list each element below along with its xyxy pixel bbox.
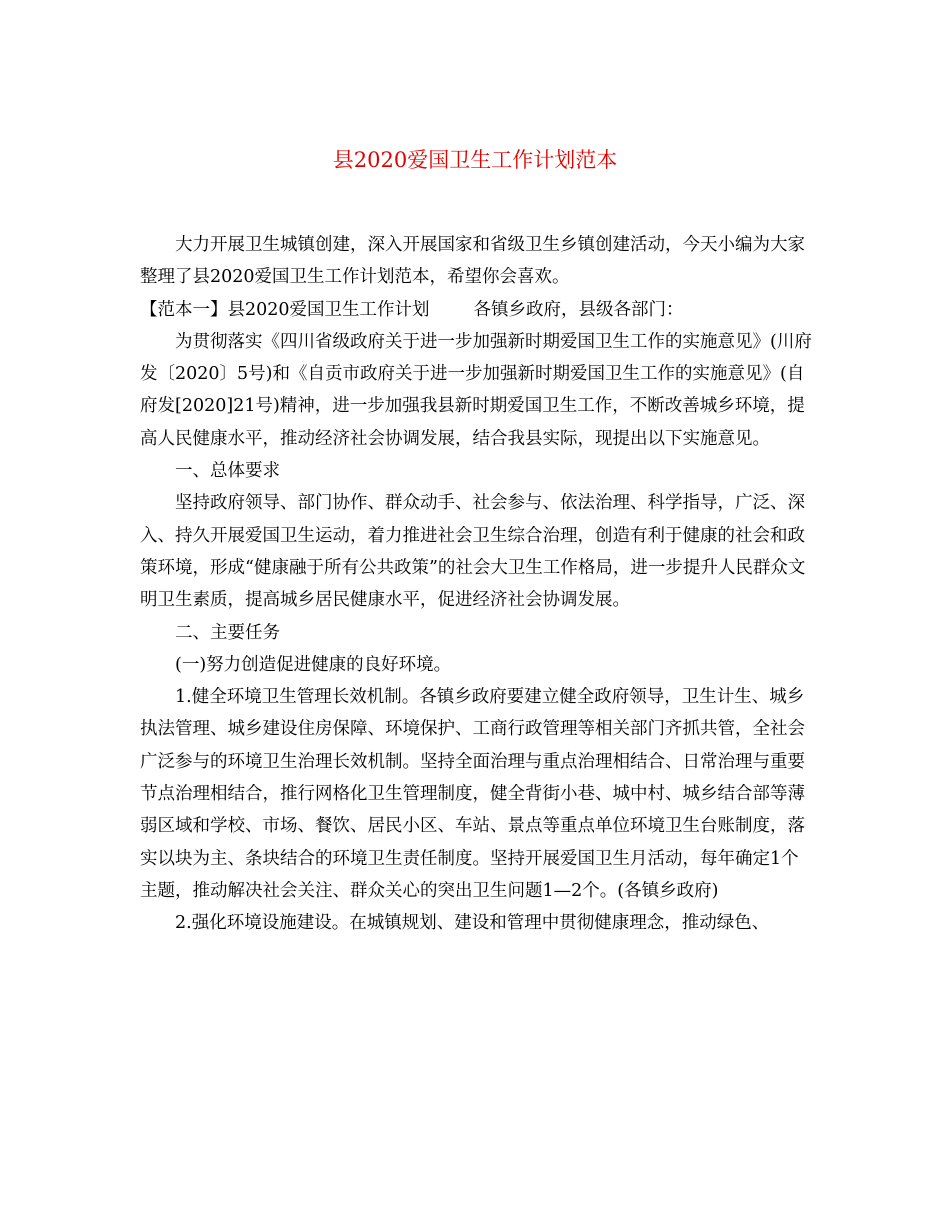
section-1-body: 坚持政府领导、部门协作、群众动手、社会参与、依法治理、科学指导，广泛、深入、持久开展爱国卫生运动，着力推进社会卫生综合治理，创造有利于健康的社会和政策环境，形成“健康融于所有公共政策”的社会大卫生工作格局，进一步提升人民群众文明卫生素质，提高城乡居民健康水平，促进经济社会协调发展。 (140, 493, 806, 611)
addressee: 各镇乡政府，县级各部门： (473, 299, 684, 320)
item-1-paragraph: 1.健全环境卫生管理长效机制。各镇乡政府要建立健全政府领导，卫生计生、城乡执法管理、城乡建设住房保障、环境保护、工商行政管理等相关部门齐抓共管，全社会广泛参与的环境卫生治理长效机制。坚持全面治理与重点治理相结合、日常治理与重要节点治理相结合，推行网格化卫生管理制度，健全背街小巷、城中村、城乡结合部等薄弱区域和学校、市场、餐饮、居民小区、车站、景点等重点单位环境卫生台账制度，落实以块为主、条块结合的环境卫生责任制度。坚持开展爱国卫生月活动，每年确定1个主题，推动解决社会关注、群众关心的突出卫生问题1—2个。(各镇乡政府) (140, 687, 805, 901)
intro-paragraph: 大力开展卫生城镇创建，深入开展国家和省级卫生乡镇创建活动，今天小编为大家整理了县2020爱国卫生工作计划范本，希望你会喜欢。 (140, 235, 805, 288)
sample-heading: 【范本一】县2020爱国卫生工作计划 (140, 299, 430, 320)
document-title: 县2020爱国卫生工作计划范本 (332, 148, 618, 172)
item-2-paragraph: 2.强化环境设施建设。在城镇规划、建设和管理中贯彻健康理念，推动绿色、 (175, 913, 770, 934)
purpose-paragraph: 为贯彻落实《四川省级政府关于进一步加强新时期爱国卫生工作的实施意见》(川府发〔2020〕5号)和《自贡市政府关于进一步加强新时期爱国卫生工作的实施意见》(自府发[2020]21号)精神，进一步加强我县新时期爱国卫生工作，不断改善城乡环境，提高人民健康水平，推动经济社会协调发展，结合我县实际，现提出以下实施意见。 (140, 331, 812, 449)
document-body (140, 229, 812, 940)
section-2-heading: 二、主要任务 (175, 622, 280, 643)
subsection-1-heading: (一)努力创造促进健康的良好环境。 (175, 654, 452, 675)
sample-heading-line (140, 294, 812, 326)
section-1-heading: 一、总体要求 (175, 461, 280, 482)
